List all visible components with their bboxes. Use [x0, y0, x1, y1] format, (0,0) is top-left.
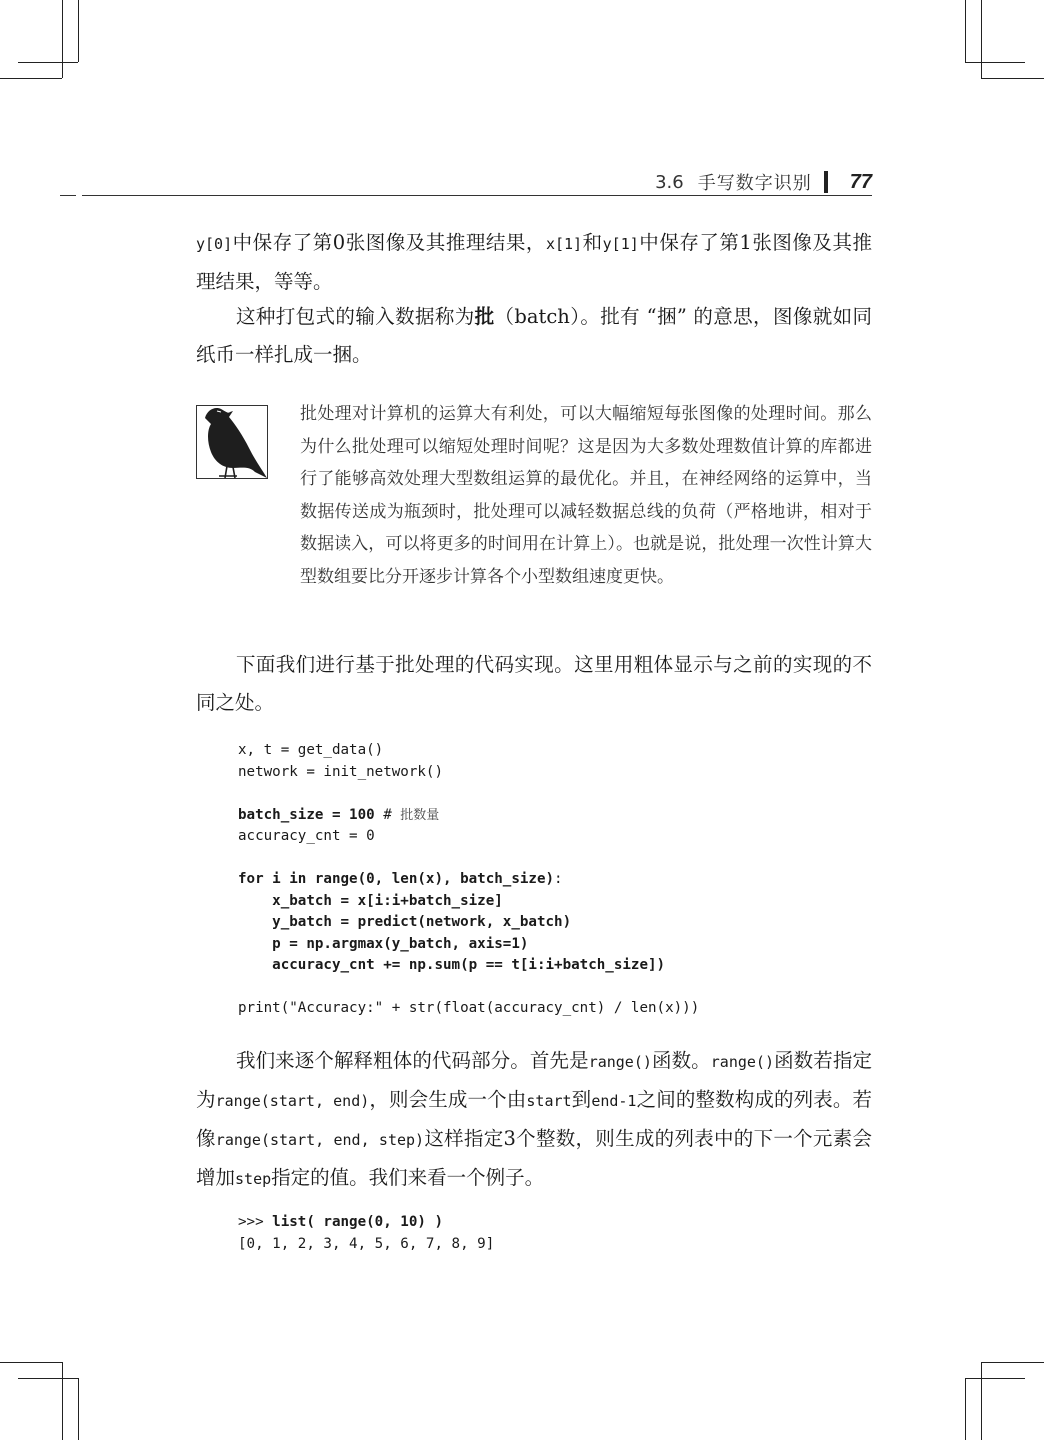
code-hash: #: [374, 806, 401, 823]
section-title: 手写数字识别: [697, 173, 812, 194]
body-text: ，则会生成一个由: [369, 1088, 527, 1111]
code-text: :: [554, 871, 563, 887]
inline-code: start: [526, 1092, 572, 1110]
code-comment: 批数量: [400, 807, 440, 823]
body-text: 和: [582, 231, 603, 254]
inline-code: range(start, end, step): [215, 1131, 425, 1149]
paragraph-3: [196, 646, 872, 722]
body-text: 中保存了第1张图像及其推理结果，等等。: [196, 231, 872, 293]
code-line: [238, 912, 699, 934]
header-right: [655, 169, 872, 195]
code-bold: x_batch = x[i:i+batch_size]: [238, 892, 503, 909]
inline-code: range(): [588, 1053, 652, 1071]
inline-code: y[1]: [602, 235, 639, 253]
paragraph-4: [196, 1042, 872, 1198]
code-line-blank: [238, 848, 699, 870]
paragraph-1: [196, 224, 872, 301]
code-bold: p = np.argmax(y_batch, axis=1): [238, 935, 529, 952]
term-batch: 批: [474, 305, 495, 328]
body-text: 之间的整数构成的列表。若像: [196, 1088, 872, 1150]
note-text: 批处理对计算机的运算大有利处，可以大幅缩短每张图像的处理时间。那么为什么批处理可以缩短处理时间呢？这是因为大多数处理数值计算的库都进行了能够高效处理大型数组运算的最优化。并且，在神经网络的运算中，当数据传送成为瓶颈时，批处理可以减轻数据总线的负荷（严格地讲，相对于数据读入，可以将更多的时间用在计算上）。也就是说，批处理一次性计算大型数组要比分开逐步计算各个小型数组速度更快。: [300, 404, 872, 587]
inline-code: range(start, end): [215, 1092, 370, 1110]
running-header: [60, 165, 872, 195]
inline-code: step: [235, 1170, 272, 1188]
body-text: 指定的值。我们来看一个例子。: [271, 1166, 545, 1189]
inline-code: x[1]: [545, 235, 583, 253]
body-text: 函数。: [651, 1049, 711, 1072]
code-output: [0, 1, 2, 3, 4, 5, 6, 7, 8, 9]: [238, 1235, 495, 1252]
body-text: 这样指定3个整数，则生成的列表中的下一个元素会增加: [196, 1127, 872, 1189]
code-line: [238, 955, 699, 977]
header-bar: [824, 171, 828, 193]
code-prompt: >>>: [238, 1214, 273, 1230]
code-line: x, t = get_data(): [238, 742, 384, 758]
body-text: 中保存了第0张图像及其推理结果，: [232, 231, 546, 254]
body-text: 这种打包式的输入数据称为: [236, 305, 475, 328]
header-rule: [82, 195, 872, 196]
code-bold: list( range(0, 10) ): [272, 1214, 444, 1230]
code-bold: batch_size = 100: [238, 806, 375, 823]
code-bold: y_batch = predict(network, x_batch): [238, 914, 572, 930]
code-line: network = init_network(): [238, 763, 443, 780]
bird-icon-graphic: [197, 406, 267, 478]
inline-code: range(): [710, 1053, 774, 1071]
code-line: [238, 934, 699, 956]
section-number: 3.6: [655, 171, 684, 193]
code-line-blank: [238, 783, 699, 805]
body-text: （batch）。批有 “捆” 的意思，图像就如同纸币一样扎成一捆。: [196, 305, 872, 366]
body-text: 我们来逐个解释粗体的代码部分。首先是: [236, 1049, 589, 1072]
code-line-blank: [238, 977, 699, 999]
body-text: 函数若指定为: [196, 1049, 872, 1111]
code-bold: for i in range(0, len(x), batch_size): [238, 871, 555, 887]
inline-code: y[0]: [196, 235, 233, 253]
code-block: [238, 740, 699, 1020]
code-line: print("Accuracy:" + str(float(accuracy_cnt) / len(x))): [238, 1000, 700, 1016]
code-line: accuracy_cnt = 0: [238, 828, 375, 844]
page-number: 77: [849, 170, 872, 193]
header-rule-short: [60, 195, 76, 196]
inline-code: end-1: [591, 1092, 637, 1110]
code-line: [238, 869, 699, 891]
body-text: 到: [571, 1088, 592, 1111]
code-line: [238, 805, 699, 827]
code-line: [238, 1212, 494, 1234]
body-text: 下面我们进行基于批处理的代码实现。这里用粗体显示与之前的实现的不同之处。: [196, 653, 872, 714]
code-line: [238, 891, 699, 913]
paragraph-2: [196, 298, 872, 374]
code-bold: accuracy_cnt += np.sum(p == t[i:i+batch_size]): [238, 957, 666, 973]
code-block-example: [238, 1212, 494, 1255]
bird-icon: [196, 405, 268, 479]
